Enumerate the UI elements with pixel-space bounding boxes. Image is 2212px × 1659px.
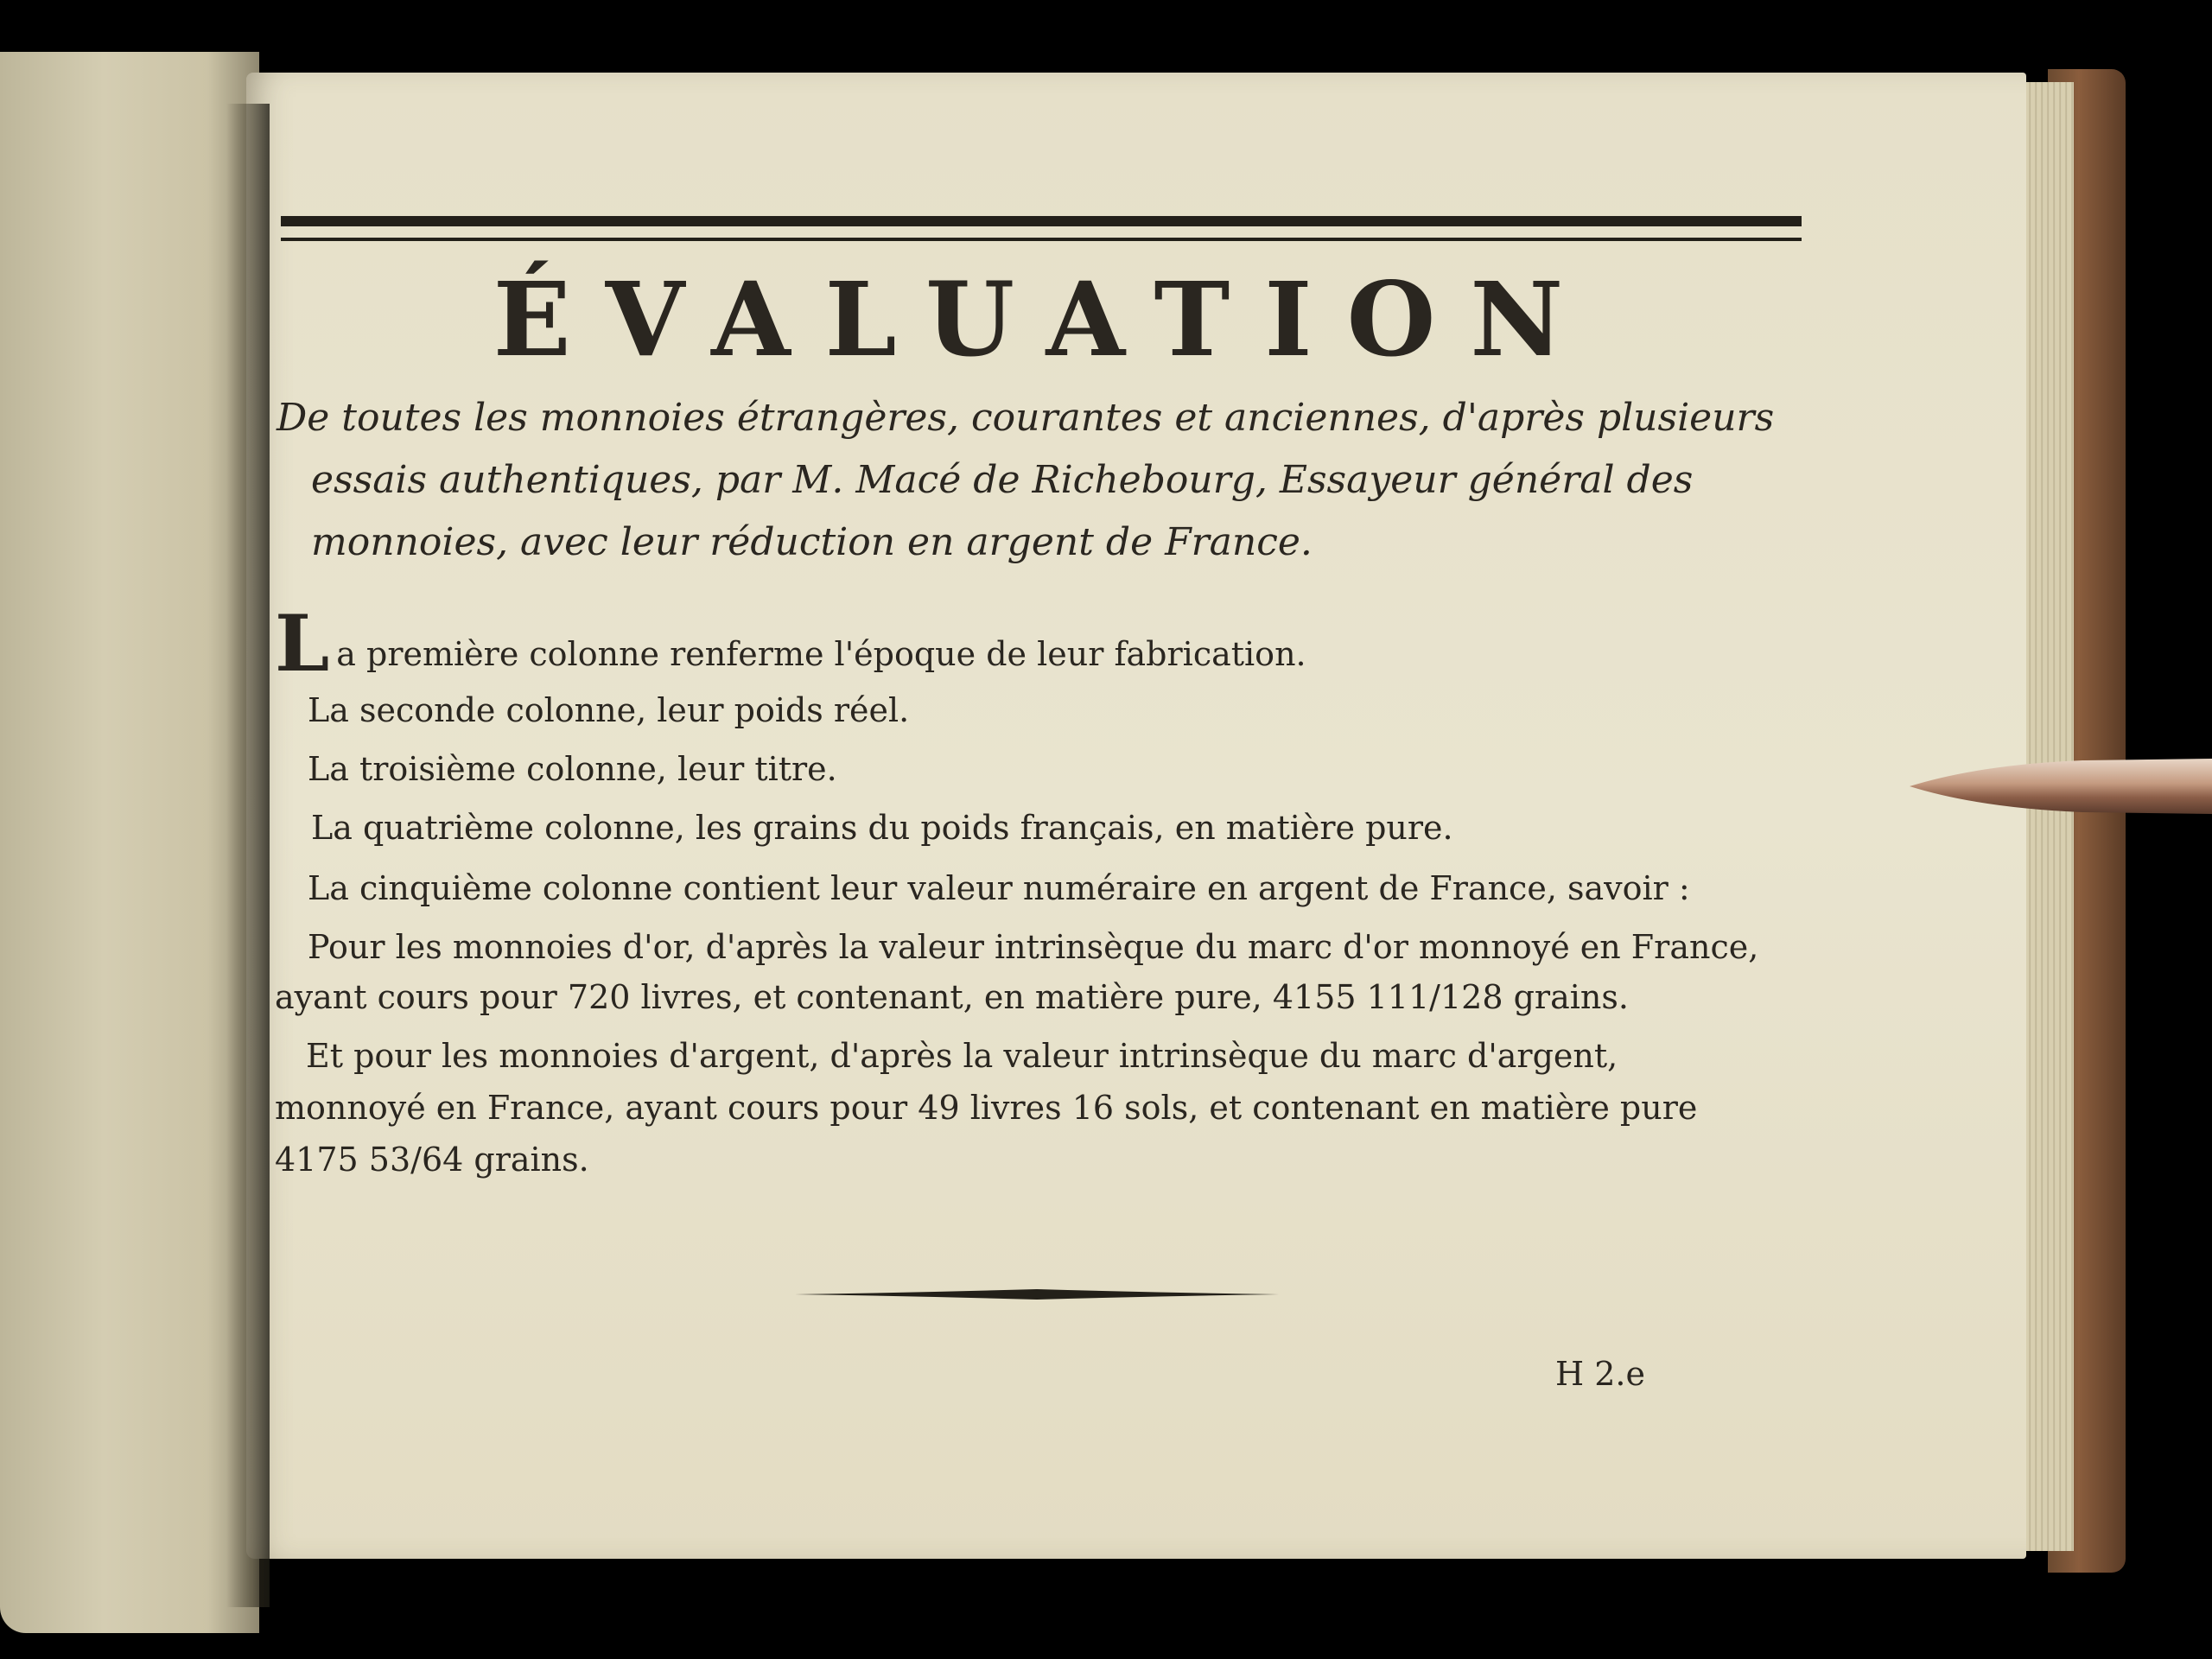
body-line: La seconde colonne, leur poids réel. (308, 691, 910, 729)
body-line: Et pour les monnoies d'argent, d'après la valeur intrinsèque du marc d'argent, (306, 1037, 1618, 1075)
header-rule-thin (281, 238, 1802, 241)
body-line: ayant cours pour 720 livres, et contenant, en matière pure, 4155 111/128 grains. (275, 978, 1629, 1016)
body-line: La troisième colonne, leur titre. (308, 750, 837, 788)
pen-pointer-icon (1910, 743, 2212, 830)
left-page (0, 52, 259, 1633)
body-line: 4175 53/64 grains. (275, 1141, 589, 1179)
header-rule-thick (281, 216, 1802, 226)
signature-mark: H 2.e (1555, 1355, 1645, 1393)
subtitle-line: essais authentiques, par M. Macé de Richebourg, Essayeur général des (311, 458, 1694, 502)
ornament-rule (795, 1286, 1279, 1303)
body-line-text: a première colonne renferme l'époque de leur fabrication. (336, 635, 1306, 673)
page-title: ÉVALUATION (493, 259, 1599, 379)
subtitle-line: monnoies, avec leur réduction en argent de France. (311, 520, 1313, 564)
body-line (275, 598, 1306, 690)
drop-cap: L (275, 598, 330, 690)
body-line: La cinquième colonne contient leur valeur numéraire en argent de France, savoir : (308, 869, 1690, 907)
body-line: monnoyé en France, ayant cours pour 49 livres 16 sols, et contenant en matière pure (275, 1089, 1698, 1127)
body-line: La quatrième colonne, les grains du poids français, en matière pure. (311, 809, 1453, 847)
body-line: Pour les monnoies d'or, d'après la valeur intrinsèque du marc d'or monnoyé en France, (308, 928, 1759, 966)
subtitle-line: De toutes les monnoies étrangères, courantes et anciennes, d'après plusieurs (276, 396, 1775, 440)
book-gutter (226, 104, 270, 1607)
subtitle (276, 387, 1806, 574)
